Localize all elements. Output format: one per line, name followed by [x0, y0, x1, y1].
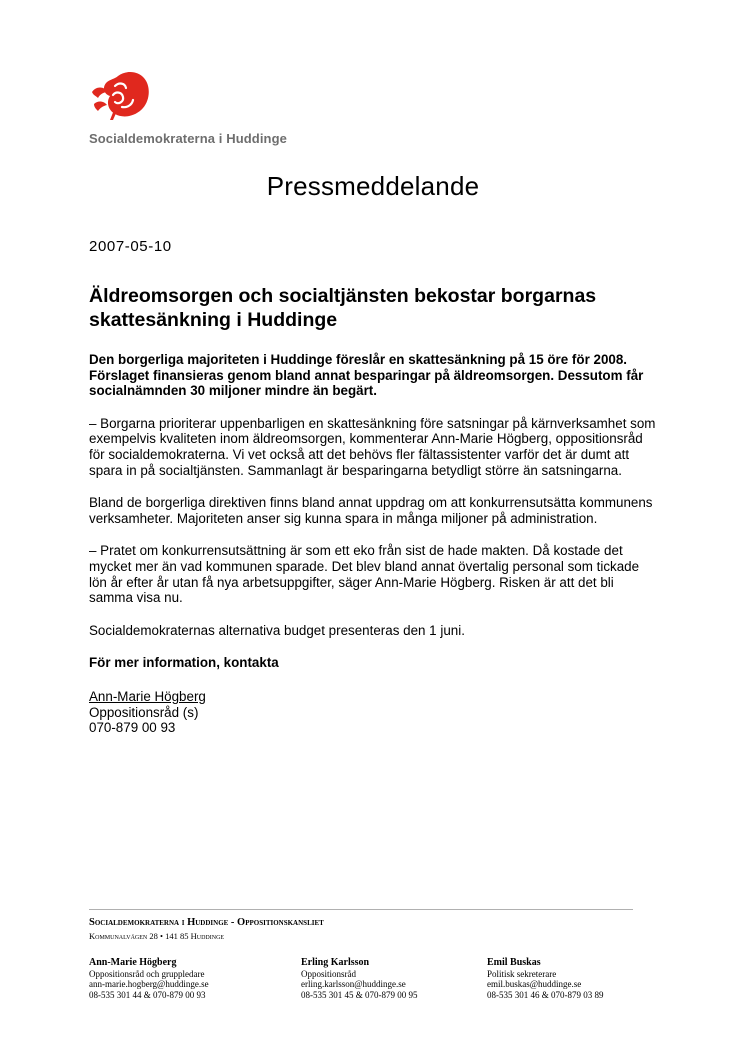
footer-contact-phone: 08-535 301 44 & 070-879 00 93 — [89, 989, 206, 1000]
contact-title: Oppositionsråd (s) — [89, 704, 199, 720]
footer-contact-role: Politisk sekreterare — [487, 968, 557, 979]
body-paragraph: – Borgarna prioriterar uppenbarligen en skattesänkning före satsningar på kärnverksamhet som exempelvis kvaliteten inom äldreomsorgen, kommenterar Ann-Marie Högberg, oppositionsråd för socialdemokraterna. Vi vet också att det behövs fler fältassistenter varför det är dumt att spara in på socialtjänsten. Sammanlagt är besparingarna betydligt större än satsningarna. — [89, 415, 656, 478]
press-release-date: 2007-05-10 — [89, 238, 172, 255]
footer-contact — [487, 958, 604, 1000]
footer-contact-name: Emil Buskas — [487, 957, 541, 968]
footer-contact — [89, 958, 209, 1000]
rose-logo-icon — [88, 70, 152, 120]
contact-block — [89, 689, 659, 736]
footer-contact-role: Oppositionsråd och gruppledare — [89, 968, 205, 979]
footer-divider — [89, 909, 633, 910]
body-paragraph: Bland de borgerliga direktiven finns bland annat uppdrag om att konkurrensutsätta kommunens verksamheter. Majoriteten anser sig kunna spara in många miljoner på administration. — [89, 495, 653, 526]
body-text — [89, 352, 659, 736]
contact-heading: För mer information, kontakta — [89, 655, 279, 671]
headline: Äldreomsorgen och socialtjänsten bekostar borgarnas skattesänkning i Huddinge — [89, 285, 597, 331]
lead-paragraph: Den borgerliga majoriteten i Huddinge föreslår en skattesänkning på 15 öre för 2008. Förslaget finansieras genom bland annat besparingar på äldreomsorgen. Dessutom får socialnämnden 30 miljoner mindre än begärt. — [89, 352, 644, 399]
footer-address: Kommunalvägen 28 • 141 85 Huddinge — [89, 931, 225, 941]
footer-contact-role: Oppositionsråd — [301, 968, 356, 979]
footer-contact-name: Erling Karlsson — [301, 957, 370, 968]
footer-contact-email[interactable]: emil.buskas@huddinge.se — [487, 979, 582, 989]
body-paragraph: Socialdemokraternas alternativa budget presenteras den 1 juni. — [89, 622, 465, 638]
footer-contact-email[interactable]: erling.karlsson@huddinge.se — [301, 979, 406, 989]
contact-phone: 070-879 00 93 — [89, 720, 176, 736]
org-name: Socialdemokraterna i Huddinge — [89, 131, 287, 146]
document-type-title: Pressmeddelande — [266, 171, 480, 201]
footer-contact-email[interactable]: ann-marie.hogberg@huddinge.se — [89, 979, 209, 989]
footer-contact-name: Ann-Marie Högberg — [89, 957, 177, 968]
contact-name-link[interactable]: Ann-Marie Högberg — [89, 688, 206, 704]
footer-contact-phone: 08-535 301 45 & 070-879 00 95 — [301, 989, 418, 1000]
footer-org-name: Socialdemokraterna i Huddinge - Oppositionskansliet — [89, 917, 324, 928]
footer-contact-phone: 08-535 301 46 & 070-879 03 89 — [487, 989, 604, 1000]
footer-contact — [301, 958, 418, 1000]
body-paragraph: – Pratet om konkurrensutsättning är som ett eko från sist de hade makten. Då kostade det mycket mer än vad kommunen sparade. Det blev bland annat övertalig personal som tickade lön år efter år utan få nya arbetsuppgifter, säger Ann-Marie Högberg. Risken är att det bli samma visa nu. — [89, 543, 640, 606]
